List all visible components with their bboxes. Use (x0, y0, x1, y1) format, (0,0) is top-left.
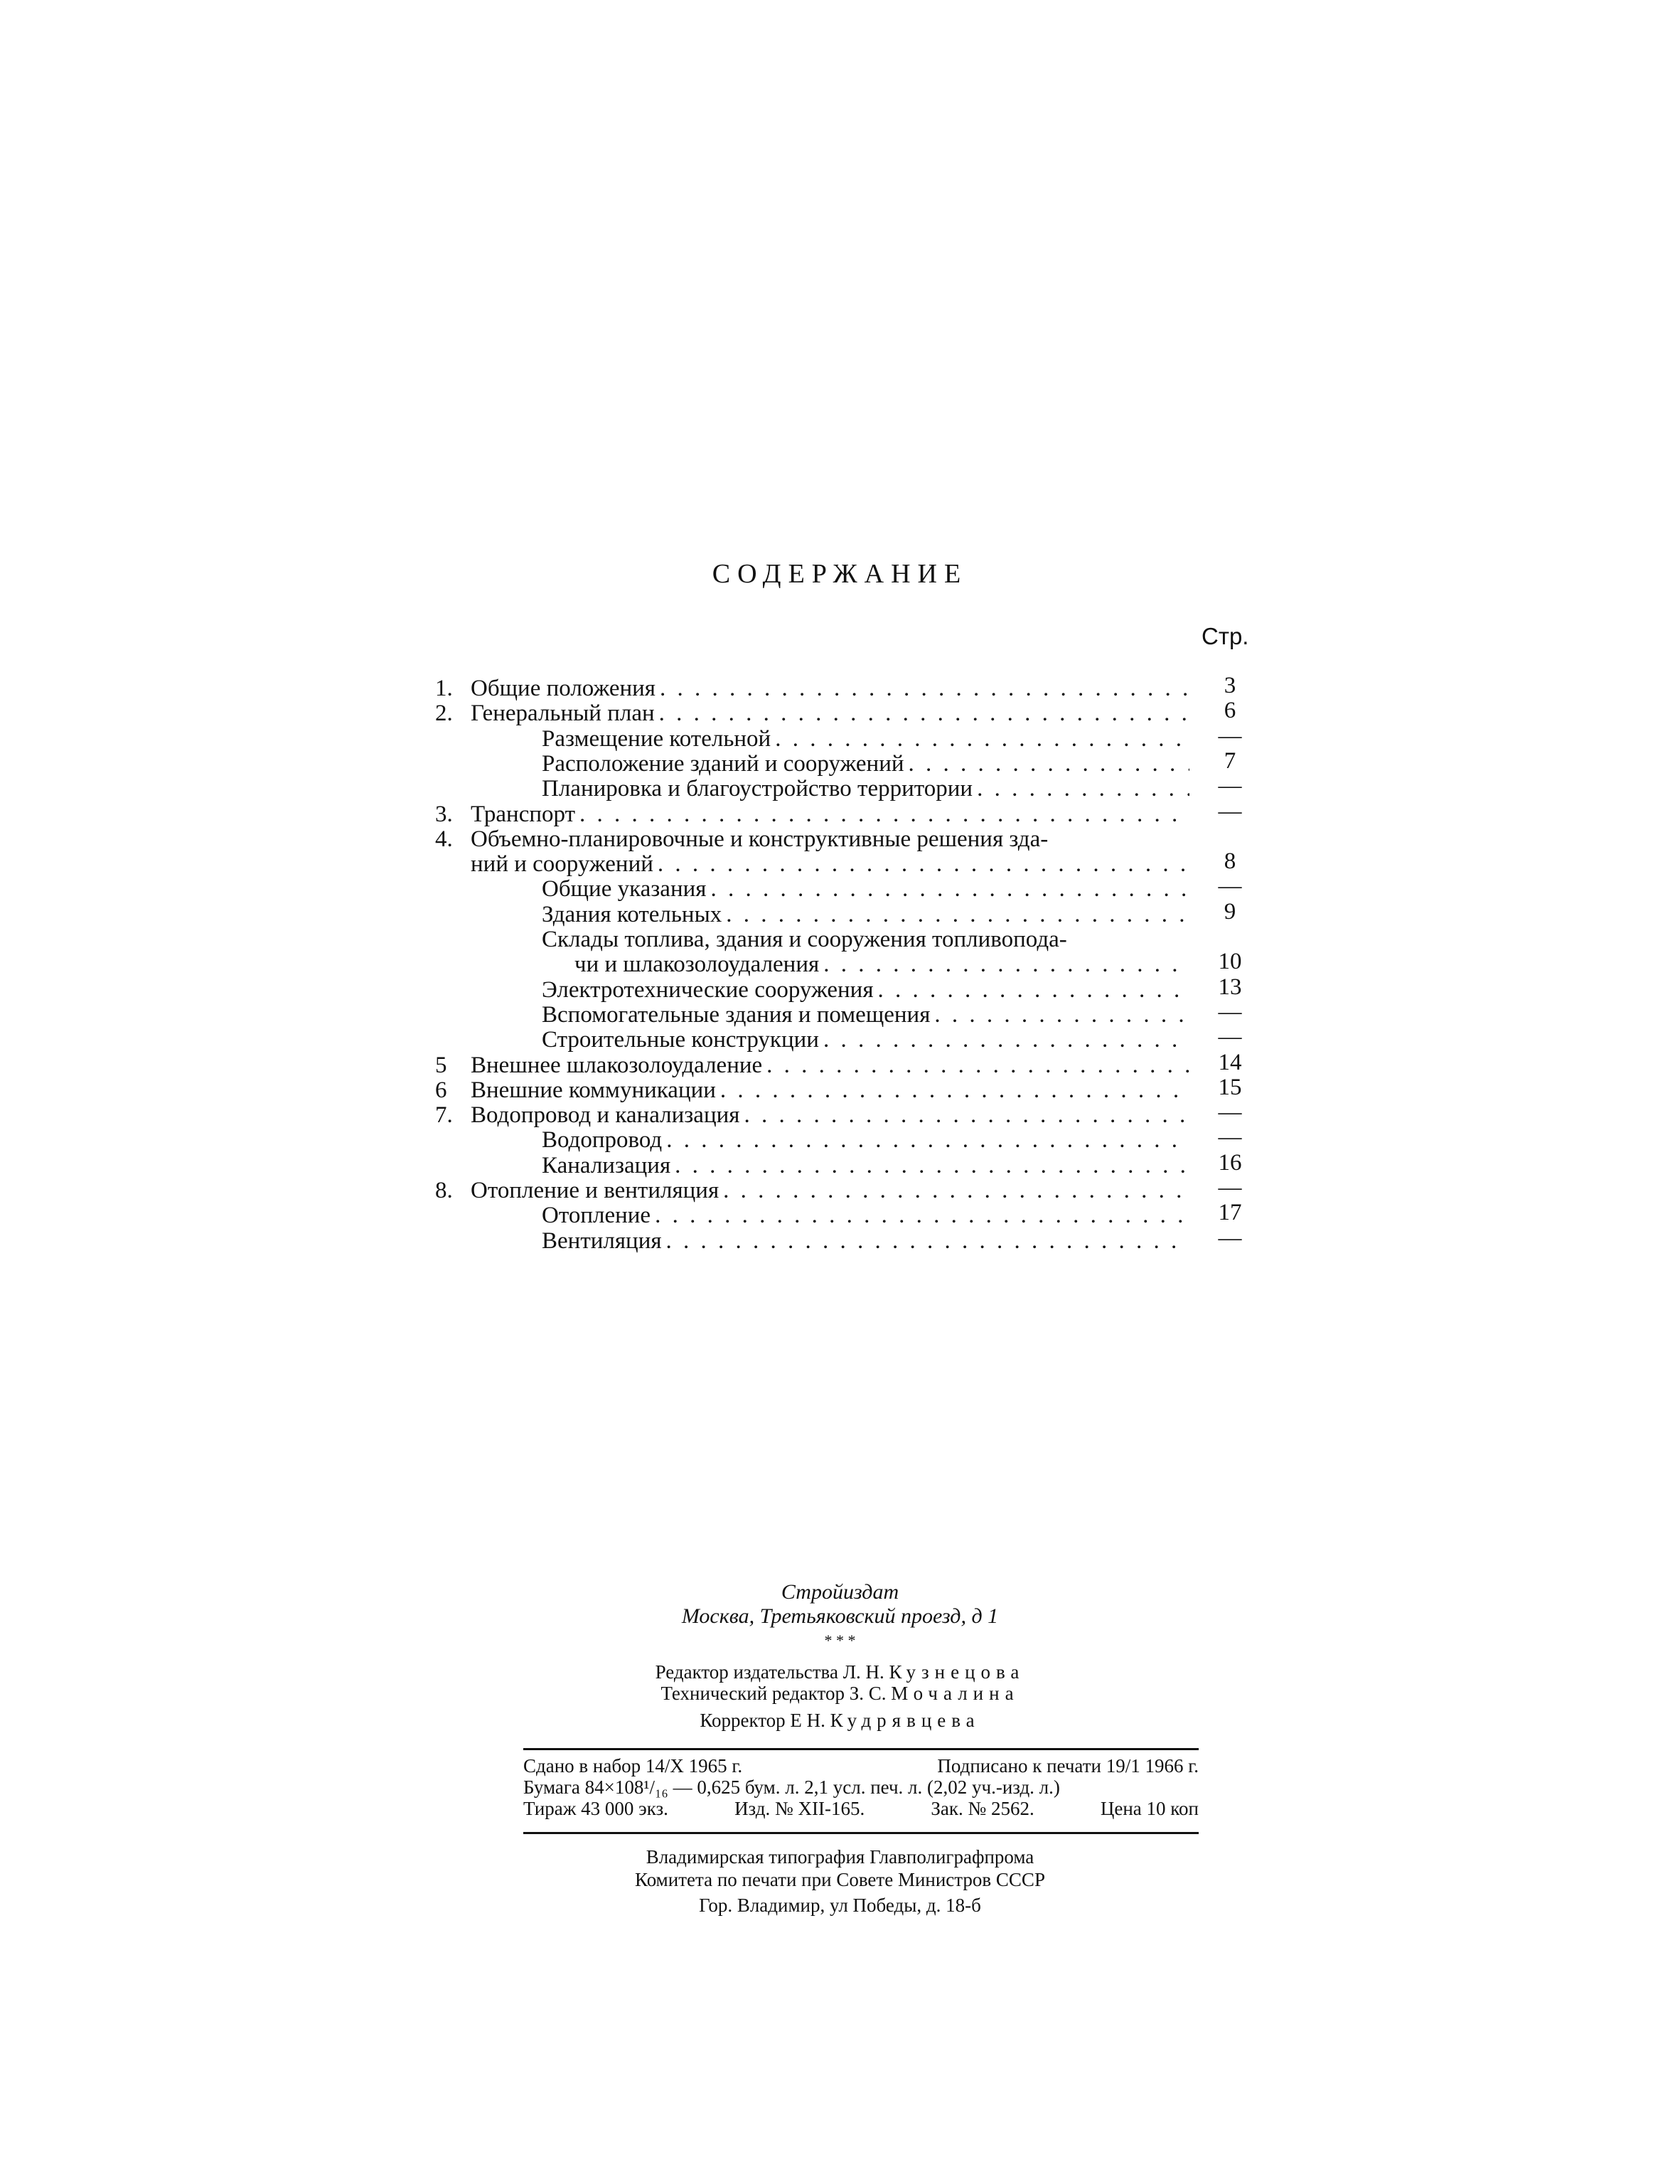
toc-entry-label (471, 851, 1189, 877)
meta-cell: Зак. № 2562. (931, 1798, 1034, 1819)
toc-entry-page: — (1218, 1124, 1242, 1150)
editor-label: Редактор издательства Л. Н. (655, 1661, 884, 1683)
toc-entry-page: — (1218, 1099, 1242, 1125)
toc-entry (0, 773, 1680, 801)
toc-entry (0, 801, 1680, 827)
toc-entry-text: Склады топлива, здания и сооружения топливопода- (542, 927, 1067, 952)
toc-entry-text: Канализация (542, 1153, 671, 1178)
printer-line-2: Комитета по печати при Совете Министров СССР (635, 1869, 1045, 1890)
toc-entry (0, 899, 1680, 927)
dot-leader (878, 977, 1190, 1003)
toc-entry-page: 16 (1218, 1150, 1242, 1176)
toc-entry-label (542, 876, 1189, 902)
toc-entry (0, 1150, 1680, 1178)
printer-line-1: Владимирская типография Главполиграфпрома (646, 1846, 1034, 1868)
toc-entry-text: Планировка и благоустройство территории (542, 776, 973, 801)
toc-entry-label (471, 801, 1189, 827)
toc-entry-text: ний и сооружений (471, 851, 653, 877)
toc-entry-number: 4. (435, 826, 453, 852)
proofreader-name: Кудрявцева (830, 1710, 980, 1731)
toc-entry-text: Здания котельных (542, 902, 722, 927)
toc-entry (0, 1077, 1680, 1103)
toc-entry-text: Строительные конструкции (542, 1027, 819, 1053)
toc-entry-label (542, 977, 1189, 1003)
toc-entry-page: 9 (1224, 899, 1236, 925)
toc-entry-text: Водопровод (542, 1127, 663, 1153)
toc-entry-label (542, 1203, 1189, 1228)
toc-entry-label (471, 676, 1189, 701)
editor-line (0, 1661, 1680, 1683)
dot-leader (710, 876, 1189, 902)
toc-entry-number: 3. (435, 801, 453, 827)
toc-entry-page: — (1218, 773, 1242, 799)
toc-entry-number: 5 (435, 1053, 447, 1078)
dot-leader (977, 776, 1189, 801)
toc-entry (0, 698, 1680, 726)
toc-entry (0, 723, 1680, 752)
dot-leader (666, 1127, 1189, 1153)
toc-entry-text: Внешнее шлакозолоудаление (471, 1053, 763, 1078)
toc-entry (0, 1200, 1680, 1228)
toc-entry-label (542, 1153, 1189, 1178)
contents-title: СОДЕРЖАНИЕ (712, 559, 968, 589)
toc-entry-page: — (1218, 873, 1242, 899)
toc-entry-text: Расположение зданий и сооружений (542, 751, 904, 777)
toc-entry-page: 14 (1218, 1050, 1242, 1075)
dot-leader (775, 726, 1189, 752)
toc-entry (0, 826, 1680, 852)
print-meta-row (523, 1777, 1199, 1798)
editor-name: Кузнецова (889, 1661, 1025, 1683)
meta-cell: Тираж 43 000 экз. (523, 1798, 668, 1819)
dot-leader (726, 902, 1189, 927)
toc-entry-text: чи и шлакозолоудаления (574, 952, 820, 977)
toc-entry-page: — (1218, 723, 1242, 749)
toc-entry-text: Отопление (542, 1203, 651, 1228)
toc-entry (0, 1024, 1680, 1053)
toc-entry-label (542, 776, 1189, 801)
toc-entry-text: Транспорт (471, 801, 576, 827)
toc-entry-label (542, 927, 1189, 952)
toc-entry (0, 927, 1680, 952)
meta-cell: Бумага 84×108¹/₁₆ — 0,625 бум. л. 2,1 усл. печ. л. (2,02 уч.-изд. л.) (523, 1777, 1060, 1798)
dot-leader (720, 1077, 1189, 1103)
toc-entry-page: — (1218, 999, 1242, 1025)
toc-entry (0, 1099, 1680, 1128)
toc-entry (0, 1175, 1680, 1203)
toc-entry-text: Внешние коммуникации (471, 1077, 716, 1103)
dot-leader (766, 1053, 1189, 1078)
toc-entry-text: Водопровод и канализация (471, 1102, 740, 1128)
dot-leader (823, 952, 1189, 977)
toc-entry-text: Объемно-планировочные и конструктивные решения зда- (471, 826, 1049, 852)
toc-entry-label (471, 701, 1189, 726)
toc-entry-page: 6 (1224, 698, 1236, 723)
proofreader-label: Корректор Е Н. (700, 1710, 825, 1731)
dot-leader (666, 1228, 1189, 1254)
dot-leader (675, 1153, 1189, 1178)
toc-entry-page: 8 (1224, 848, 1236, 874)
toc-entry-number: 2. (435, 701, 453, 726)
page-column-header: Стр. (1202, 623, 1249, 649)
dot-leader (579, 801, 1189, 827)
toc-entry (0, 673, 1680, 701)
proofreader-line (0, 1710, 1680, 1732)
toc-entry-number: 7. (435, 1102, 453, 1128)
dot-leader (723, 1178, 1189, 1203)
dot-leader (658, 851, 1189, 877)
toc-entry (0, 748, 1680, 777)
toc-entry (0, 873, 1680, 902)
toc-entry (0, 1124, 1680, 1153)
toc-entry-text: Электротехнические сооружения (542, 977, 874, 1003)
toc-entry-number: 1. (435, 676, 453, 701)
toc-entry-label (542, 1002, 1189, 1028)
toc-entry (0, 1050, 1680, 1078)
toc-entry-text: Вентиляция (542, 1228, 662, 1254)
toc-entry-label (471, 826, 1189, 852)
toc-entry-label (542, 902, 1189, 927)
toc-entry-page: 10 (1218, 949, 1242, 974)
toc-entry-number: 8. (435, 1178, 453, 1203)
tech-editor-label: Технический редактор З. С. (660, 1683, 887, 1704)
toc-entry-label (471, 1102, 1189, 1128)
toc-entry-label (471, 1077, 1189, 1103)
toc-entry (0, 1225, 1680, 1254)
publisher-address: Москва, Третьяковский проезд, д 1 (681, 1604, 999, 1628)
toc-entry-number: 6 (435, 1077, 447, 1103)
toc-entry-label (542, 1228, 1189, 1254)
dot-leader (660, 676, 1189, 701)
toc-entry-label (542, 1027, 1189, 1053)
publisher-name: Стройиздат (781, 1580, 899, 1604)
printer-line-3: Гор. Владимир, ул Победы, д. 18-б (699, 1895, 981, 1916)
toc-entry-page: — (1218, 1175, 1242, 1200)
dot-leader (909, 751, 1189, 777)
toc-entry-text: Вспомогательные здания и помещения (542, 1002, 931, 1028)
toc-entry-page: 13 (1218, 974, 1242, 1000)
bottom-rule (523, 1832, 1199, 1834)
tech-editor-name: Мочалина (891, 1683, 1020, 1704)
toc-entry-page: — (1218, 799, 1242, 824)
top-rule (523, 1748, 1199, 1750)
toc-entry-text: Общие положения (471, 676, 656, 701)
meta-cell: Подписано к печати 19/1 1966 г. (937, 1755, 1199, 1777)
meta-cell: Сдано в набор 14/Х 1965 г. (523, 1755, 743, 1777)
toc-entry-text: Отопление и вентиляция (471, 1178, 719, 1203)
toc-entry (0, 848, 1680, 877)
meta-cell: Изд. № XII-165. (734, 1798, 865, 1819)
dot-leader (655, 1203, 1189, 1228)
toc-entry (0, 974, 1680, 1003)
toc-entry-label (542, 726, 1189, 752)
toc-entry-label (471, 1053, 1189, 1078)
meta-cell: Цена 10 коп (1100, 1798, 1199, 1819)
toc-entry-label (574, 952, 1189, 977)
toc-entry-text: Размещение котельной (542, 726, 771, 752)
toc-entry-text: Общие указания (542, 876, 707, 902)
toc-entry-page: 7 (1224, 748, 1236, 774)
toc-entry-page: — (1218, 1225, 1242, 1251)
tech-editor-line (0, 1683, 1680, 1705)
toc-entry-page: 15 (1218, 1075, 1242, 1100)
dot-leader (659, 701, 1189, 726)
separator-stars: * * * (824, 1631, 856, 1649)
toc-entry (0, 949, 1680, 977)
dot-leader (744, 1102, 1189, 1128)
dot-leader (823, 1027, 1189, 1053)
toc-entry-page: — (1218, 1024, 1242, 1050)
toc-entry-label (542, 751, 1189, 777)
dot-leader (934, 1002, 1189, 1028)
toc-entry-page: 3 (1224, 673, 1236, 698)
toc-entry-label (471, 1178, 1189, 1203)
print-meta-row (523, 1755, 1199, 1777)
toc-entry-page: 17 (1218, 1200, 1242, 1225)
print-meta-row (523, 1798, 1199, 1819)
toc-entry-label (542, 1127, 1189, 1153)
toc-entry (0, 999, 1680, 1028)
toc-entry-text: Генеральный план (471, 701, 655, 726)
